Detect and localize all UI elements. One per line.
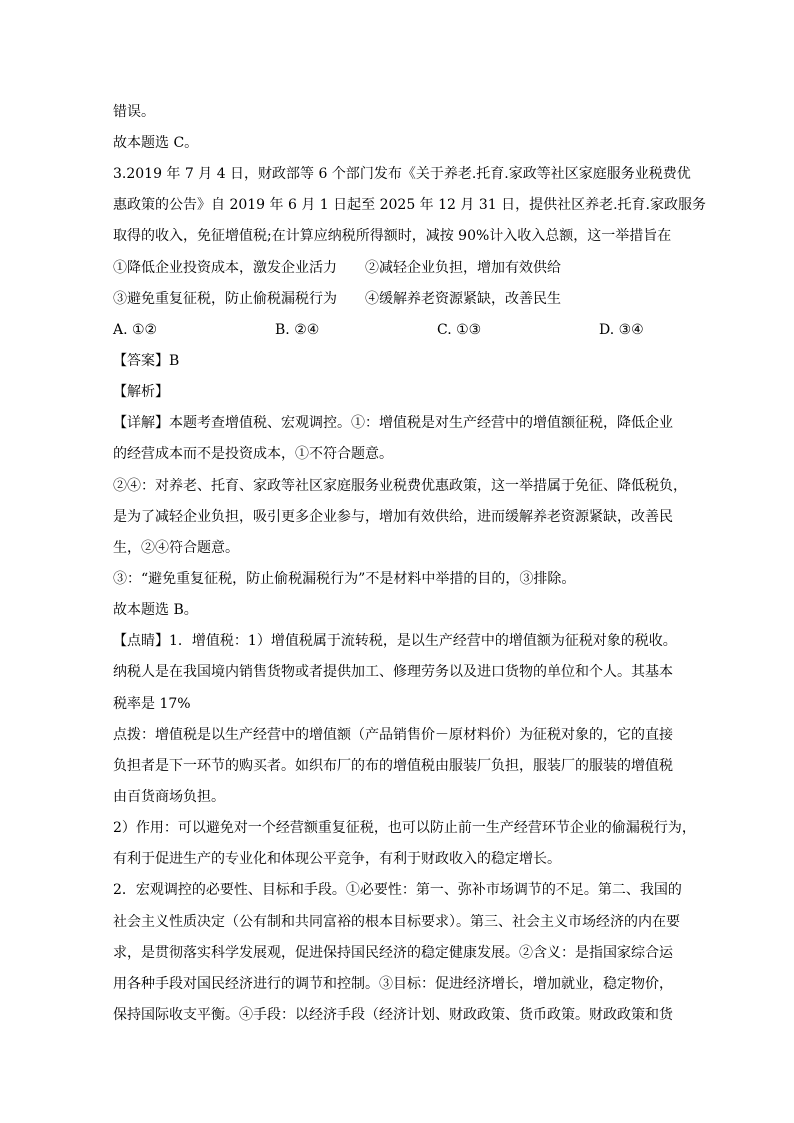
note-line: 求，是贯彻落实科学发展观，促进保持国民经济的稳定健康发展。②含义：是指国家综合运 — [113, 945, 673, 961]
explanation-line: ③：“避免重复征税，防止偷税漏税行为”不是材料中举措的目的，③排除。 — [113, 571, 576, 587]
note-line: 用各种手段对国民经济进行的调节和控制。③目标：促进经济增长，增加就业，稳定物价， — [113, 976, 673, 992]
question-line: 3.2019 年 7 月 4 日，财政部等 6 个部门发布《关于养老.托育.家政等社区家庭服务业税费优 — [113, 166, 691, 182]
text-line: 错误。 — [113, 104, 155, 120]
note-line: 有利于促进生产的专业化和体现公平竞争，有利于财政收入的稳定增长。 — [113, 851, 561, 867]
explanation-line: 故本题选 B。 — [113, 602, 198, 618]
note-line: 2．宏观调控的必要性、目标和手段。①必要性：第一、弥补市场调节的不足。第二、我国的 — [113, 882, 682, 898]
option-b: B. ②④ — [275, 322, 320, 338]
note-line: 负担者是下一环节的购买者。如织布厂的布的增值税由服装厂负担，服装厂的服装的增值税 — [113, 758, 673, 774]
note-line: 税率是 17% — [113, 696, 191, 712]
explanation-line: ②④：对养老、托育、家政等社区家庭服务业税费优惠政策，这一举措属于免征、降低税负， — [113, 478, 687, 494]
choice-line: ①降低企业投资成本，激发企业活力 ②减轻企业负担，增加有效供给 — [113, 260, 561, 276]
explanation-line: 【详解】本题考查增值税、宏观调控。①：增值税是对生产经营中的增值额征税，降低企业 — [113, 415, 673, 431]
explanation-line: 的经营成本而不是投资成本，①不符合题意。 — [113, 446, 393, 462]
answer-line: 【答案】B — [113, 353, 180, 369]
note-line: 【点睛】1．增值税：1）增值税属于流转税，是以生产经营中的增值额为征税对象的税收。 — [113, 633, 677, 649]
choice-line: ③避免重复征税，防止偷税漏税行为 ④缓解养老资源紧缺，改善民生 — [113, 291, 561, 307]
option-a: A. ①② — [113, 322, 158, 338]
text-line: 故本题选 C。 — [113, 135, 199, 151]
note-line: 点拨：增值税是以生产经营中的增值额（产品销售价－原材料价）为征税对象的，它的直接 — [113, 727, 673, 743]
analysis-heading: 【解析】 — [113, 384, 169, 400]
explanation-line: 是为了减轻企业负担，吸引更多企业参与，增加有效供给，进而缓解养老资源紧缺，改善民 — [113, 509, 673, 525]
question-line: 惠政策的公告》自 2019 年 6 月 1 日起至 2025 年 12 月 31 日，提供社区养老.托育.家政服务 — [113, 197, 707, 213]
note-line: 2）作用：可以避免对一个经营额重复征税，也可以防止前一生产经营环节企业的偷漏税行为， — [113, 820, 696, 836]
note-line: 社会主义性质决定（公有制和共同富裕的根本目标要求）。第三、社会主义市场经济的内在要 — [113, 914, 680, 930]
question-line: 取得的收入，免征增值税;在计算应纳税所得额时，减按 90%计入收入总额，这一举措旨在 — [113, 228, 672, 244]
explanation-line: 生，②④符合题意。 — [113, 540, 239, 556]
option-d: D. ③④ — [599, 322, 644, 338]
note-line: 保持国际收支平衡。④手段：以经济手段（经济计划、财政政策、货币政策。财政政策和货 — [113, 1007, 673, 1023]
note-line: 由百货商场负担。 — [113, 789, 225, 805]
option-c: C. ①③ — [437, 322, 482, 338]
note-line: 纳税人是在我国境内销售货物或者提供加工、修理劳务以及进口货物的单位和个人。其基本 — [113, 664, 673, 680]
